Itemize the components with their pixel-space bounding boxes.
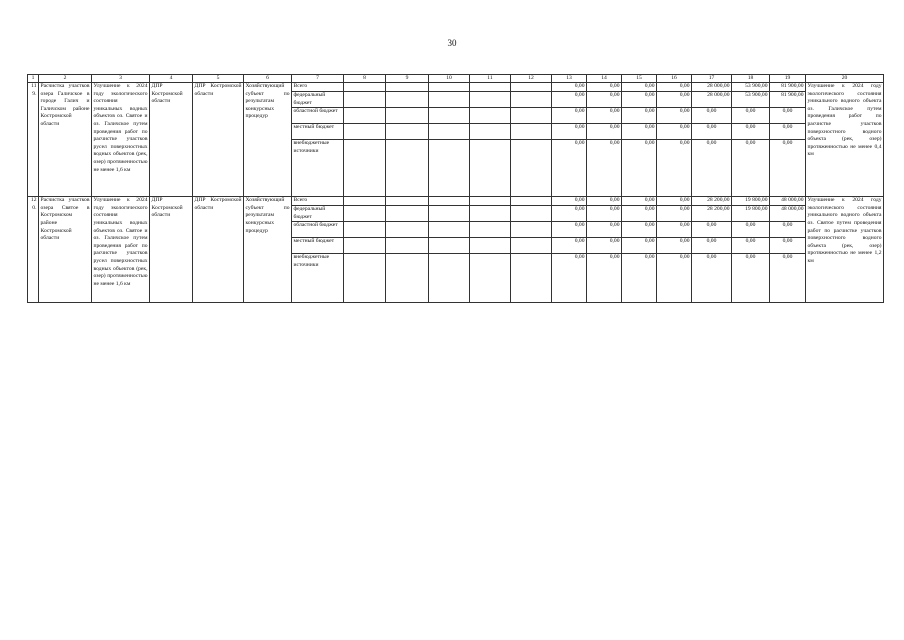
header-cell: 14 xyxy=(587,75,622,83)
amount-cell: 0,00 xyxy=(692,238,732,254)
amount-cell: 0,00 xyxy=(732,140,770,197)
empty-cell xyxy=(386,254,429,303)
empty-cell xyxy=(429,92,470,108)
header-cell: 7 xyxy=(292,75,344,83)
table-row xyxy=(28,197,884,206)
header-cell: 17 xyxy=(692,75,732,83)
amount-cell: 0,00 xyxy=(732,124,770,140)
empty-cell xyxy=(429,83,470,92)
responsible-executor: ДПР Костромской области xyxy=(150,83,193,197)
empty-cell xyxy=(429,254,470,303)
amount-cell: 0,00 xyxy=(622,222,657,238)
empty-cell xyxy=(470,206,511,222)
empty-cell xyxy=(344,108,386,124)
header-cell: 2 xyxy=(39,75,92,83)
empty-cell xyxy=(344,140,386,197)
empty-cell xyxy=(344,197,386,206)
header-cell: 19 xyxy=(770,75,806,83)
amount-cell: 0,00 xyxy=(657,92,692,108)
amount-cell: 0,00 xyxy=(657,108,692,124)
header-cell: 6 xyxy=(244,75,292,83)
amount-cell: 0,00 xyxy=(587,108,622,124)
empty-cell xyxy=(511,108,552,124)
amount-cell: 0,00 xyxy=(587,238,622,254)
empty-cell xyxy=(470,140,511,197)
amount-cell: 0,00 xyxy=(587,254,622,303)
empty-cell xyxy=(386,222,429,238)
header-cell: 10 xyxy=(429,75,470,83)
amount-cell: 0,00 xyxy=(552,206,587,222)
amount-cell: 0,00 xyxy=(657,124,692,140)
table-row xyxy=(28,83,884,92)
amount-cell: 81 900,00 xyxy=(770,83,806,92)
amount-cell: 53 900,00 xyxy=(732,92,770,108)
amount-cell: 0,00 xyxy=(587,206,622,222)
funding-source: местный бюджет xyxy=(292,124,344,140)
empty-cell xyxy=(429,222,470,238)
amount-cell: 0,00 xyxy=(622,197,657,206)
target-indicator: Улучшение к 2024 году экологического состояния уникальных водных объектов оз. Святое и оз. Галичское путем проведения работ по расчистке участков русел поверхностных водных объектов (рек, озер) протяженностью не менее 1,6 км xyxy=(92,83,150,197)
empty-cell xyxy=(511,140,552,197)
header-row xyxy=(28,75,884,83)
funding-source: местный бюджет xyxy=(292,238,344,254)
activity-name: Расчистка участков озера Святое в Костромском районе Костромской области xyxy=(39,197,92,303)
amount-cell: 0,00 xyxy=(770,108,806,124)
amount-cell: 0,00 xyxy=(552,92,587,108)
empty-cell xyxy=(511,83,552,92)
expected-result: Улучшение к 2024 году экологического состояния уникального водного объекта оз. Святое путем проведения работ по расчистке участков поверхностного водного объекта (рек, озер) протяженностью не менее 1,2 км xyxy=(806,197,884,303)
empty-cell xyxy=(386,140,429,197)
header-cell: 15 xyxy=(622,75,657,83)
expected-result: Улучшение к 2024 году экологического состояния уникального водного объекта оз. Галичское путем проведения работ по расчистке участков поверхностного водного объекта (рек, озер) протяженностью не менее 0,4 км xyxy=(806,83,884,197)
empty-cell xyxy=(470,83,511,92)
header-cell: 20 xyxy=(806,75,884,83)
empty-cell xyxy=(386,206,429,222)
amount-cell: 0,00 xyxy=(622,254,657,303)
amount-cell: 0,00 xyxy=(552,108,587,124)
empty-cell xyxy=(511,254,552,303)
amount-cell: 0,00 xyxy=(587,197,622,206)
amount-cell: 19 800,00 xyxy=(732,197,770,206)
amount-cell: 0,00 xyxy=(587,92,622,108)
amount-cell: 28 000,00 xyxy=(692,83,732,92)
funding-source: областной бюджет xyxy=(292,108,344,124)
amount-cell: 0,00 xyxy=(732,108,770,124)
amount-cell: 0,00 xyxy=(552,140,587,197)
amount-cell: 53 900,00 xyxy=(732,83,770,92)
amount-cell: 0,00 xyxy=(692,140,732,197)
funding-source: внебюджетные источники xyxy=(292,140,344,197)
empty-cell xyxy=(470,108,511,124)
empty-cell xyxy=(470,254,511,303)
empty-cell xyxy=(470,197,511,206)
header-cell: 5 xyxy=(193,75,244,83)
amount-cell: 0,00 xyxy=(770,254,806,303)
amount-cell: 0,00 xyxy=(622,108,657,124)
empty-cell xyxy=(344,83,386,92)
target-indicator: Улучшение к 2024 году экологического состояния уникальных водных объектов оз. Святое и оз. Галичское путем проведения работ по расчистке участков русел поверхностных водных объектов (рек, озер) протяженностью не менее 1,6 км xyxy=(92,197,150,303)
amount-cell: 28 200,00 xyxy=(692,197,732,206)
amount-cell: 0,00 xyxy=(657,197,692,206)
header-cell: 8 xyxy=(344,75,386,83)
empty-cell xyxy=(344,238,386,254)
empty-cell xyxy=(344,206,386,222)
amount-cell: 0,00 xyxy=(770,238,806,254)
empty-cell xyxy=(344,92,386,108)
amount-cell: 0,00 xyxy=(657,206,692,222)
empty-cell xyxy=(386,238,429,254)
amount-cell: 0,00 xyxy=(552,197,587,206)
empty-cell xyxy=(429,108,470,124)
empty-cell xyxy=(429,197,470,206)
header-cell: 16 xyxy=(657,75,692,83)
co-executor: ДПР Костромской области xyxy=(193,83,244,197)
amount-cell: 81 900,00 xyxy=(770,92,806,108)
amount-cell: 28 000,00 xyxy=(692,92,732,108)
amount-cell: 0,00 xyxy=(657,238,692,254)
funding-source: федеральный бюджет xyxy=(292,92,344,108)
empty-cell xyxy=(470,92,511,108)
empty-cell xyxy=(386,92,429,108)
amount-cell: 48 000,00 xyxy=(770,206,806,222)
header-cell: 4 xyxy=(150,75,193,83)
amount-cell: 0,00 xyxy=(587,222,622,238)
row-number: 119. xyxy=(28,83,39,197)
header-cell: 11 xyxy=(470,75,511,83)
amount-cell: 0,00 xyxy=(622,83,657,92)
amount-cell: 0,00 xyxy=(657,140,692,197)
header-cell: 9 xyxy=(386,75,429,83)
funding-source: Всего xyxy=(292,197,344,206)
empty-cell xyxy=(386,108,429,124)
row-number: 120. xyxy=(28,197,39,303)
amount-cell: 0,00 xyxy=(770,140,806,197)
amount-cell: 0,00 xyxy=(732,238,770,254)
amount-cell: 0,00 xyxy=(732,254,770,303)
funding-source: областной бюджет xyxy=(292,222,344,238)
amount-cell: 0,00 xyxy=(770,222,806,238)
empty-cell xyxy=(344,254,386,303)
participant: Хозяйствующий субъект по результатам конкурсных процедур xyxy=(244,197,292,303)
budget-table xyxy=(27,74,884,303)
amount-cell: 0,00 xyxy=(770,124,806,140)
empty-cell xyxy=(470,222,511,238)
amount-cell: 0,00 xyxy=(622,140,657,197)
empty-cell xyxy=(429,206,470,222)
amount-cell: 0,00 xyxy=(552,254,587,303)
empty-cell xyxy=(386,124,429,140)
funding-source: федеральный бюджет xyxy=(292,206,344,222)
empty-cell xyxy=(511,206,552,222)
empty-cell xyxy=(429,140,470,197)
header-cell: 18 xyxy=(732,75,770,83)
empty-cell xyxy=(344,124,386,140)
amount-cell: 0,00 xyxy=(587,124,622,140)
empty-cell xyxy=(429,124,470,140)
header-cell: 13 xyxy=(552,75,587,83)
funding-source: внебюджетные источники xyxy=(292,254,344,303)
amount-cell: 0,00 xyxy=(552,124,587,140)
amount-cell: 0,00 xyxy=(692,108,732,124)
empty-cell xyxy=(344,222,386,238)
amount-cell: 0,00 xyxy=(587,140,622,197)
amount-cell: 0,00 xyxy=(552,238,587,254)
amount-cell: 0,00 xyxy=(587,83,622,92)
amount-cell: 28 200,00 xyxy=(692,206,732,222)
amount-cell: 48 000,00 xyxy=(770,197,806,206)
amount-cell: 0,00 xyxy=(622,238,657,254)
participant: Хозяйствующий субъект по результатам конкурсных процедур xyxy=(244,83,292,197)
funding-source: Всего xyxy=(292,83,344,92)
amount-cell: 0,00 xyxy=(622,124,657,140)
responsible-executor: ДПР Костромской области xyxy=(150,197,193,303)
amount-cell: 0,00 xyxy=(657,222,692,238)
amount-cell: 0,00 xyxy=(622,206,657,222)
empty-cell xyxy=(386,83,429,92)
empty-cell xyxy=(511,124,552,140)
empty-cell xyxy=(429,238,470,254)
header-cell: 12 xyxy=(511,75,552,83)
co-executor: ДПР Костромской области xyxy=(193,197,244,303)
amount-cell: 19 800,00 xyxy=(732,206,770,222)
header-cell: 3 xyxy=(92,75,150,83)
amount-cell: 0,00 xyxy=(657,83,692,92)
empty-cell xyxy=(470,238,511,254)
amount-cell: 0,00 xyxy=(692,254,732,303)
empty-cell xyxy=(511,92,552,108)
amount-cell: 0,00 xyxy=(552,222,587,238)
empty-cell xyxy=(511,238,552,254)
amount-cell: 0,00 xyxy=(552,83,587,92)
amount-cell: 0,00 xyxy=(622,92,657,108)
empty-cell xyxy=(386,197,429,206)
amount-cell: 0,00 xyxy=(732,222,770,238)
amount-cell: 0,00 xyxy=(657,254,692,303)
empty-cell xyxy=(511,222,552,238)
empty-cell xyxy=(511,197,552,206)
page-number: 30 xyxy=(447,38,457,48)
amount-cell: 0,00 xyxy=(692,222,732,238)
empty-cell xyxy=(470,124,511,140)
activity-name: Расчистка участков озера Галичское в городе Галич и Галичском районе Костромской области xyxy=(39,83,92,197)
amount-cell: 0,00 xyxy=(692,124,732,140)
header-cell: 1 xyxy=(28,75,39,83)
